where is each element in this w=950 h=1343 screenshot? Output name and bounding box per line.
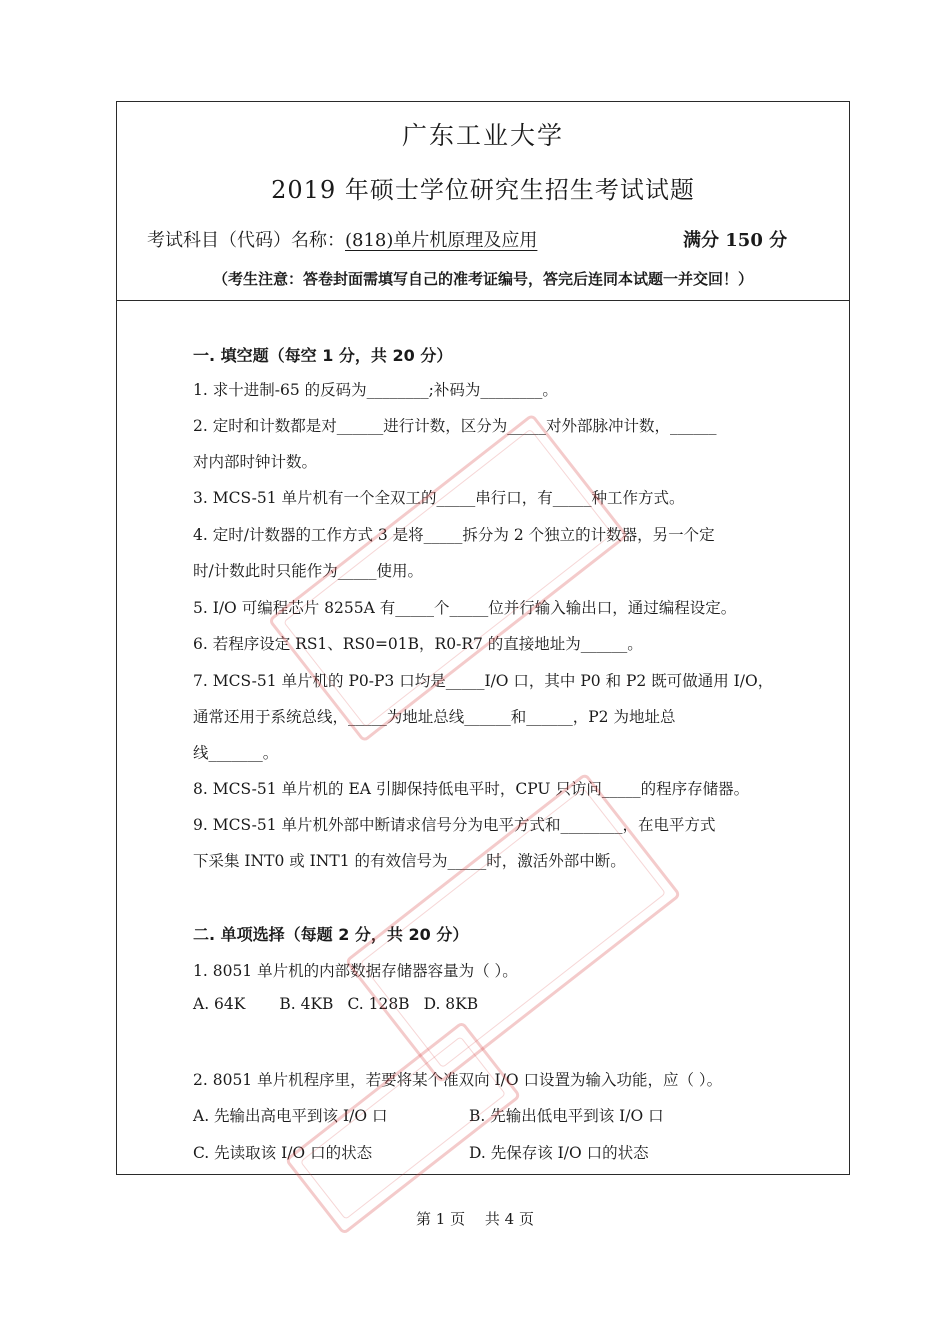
question-stem: 2. 8051 单片机程序里，若要将某个准双向 I/O 口设置为输入功能，应（ ）。 xyxy=(193,1071,723,1089)
question-line: 6. 若程序设定 RS1、RS0=01B，R0-R7 的直接地址为______。 xyxy=(193,635,643,653)
question-line: 9. MCS-51 单片机外部中断请求信号分为电平方式和________，在电平方式 xyxy=(193,816,716,834)
subject-row xyxy=(147,226,537,252)
question-line: 通常还用于系统总线，_____为地址总线______和______，P2 为地址总 xyxy=(193,708,676,726)
question-line: 下采集 INT0 或 INT1 的有效信号为_____时，激活外部中断。 xyxy=(193,852,626,870)
question-line: 3. MCS-51 单片机有一个全双工的_____串行口，有_____种工作方式。 xyxy=(193,489,685,507)
subject-name: (818)单片机原理及应用 xyxy=(345,230,538,251)
full-score: 满分 150 分 xyxy=(683,230,788,251)
page-number: 第 1 页 共 4 页 xyxy=(416,1210,534,1228)
question-line: 4. 定时/计数器的工作方式 3 是将_____拆分为 2 个独立的计数器，另一个定 xyxy=(193,526,715,544)
option-a: A. 先输出高电平到该 I/O 口 xyxy=(193,1107,388,1125)
option-c: C. 128B xyxy=(347,995,410,1013)
exam-title: 2019 年硕士学位研究生招生考试试题 xyxy=(271,176,695,204)
exam-frame xyxy=(116,101,850,1175)
question-line: 线_______。 xyxy=(193,744,279,762)
option-row xyxy=(193,995,478,1013)
option-d: D. 8KB xyxy=(423,995,479,1013)
question-line: 1. 求十进制-65 的反码为________;补码为________。 xyxy=(193,381,558,399)
option-d: D. 先保存该 I/O 口的状态 xyxy=(469,1144,649,1162)
section1-heading: 一. 填空题（每空 1 分，共 20 分） xyxy=(193,346,453,365)
question-line: 2. 定时和计数都是对______进行计数，区分为_____对外部脉冲计数，______ xyxy=(193,417,717,435)
subject-label: 考试科目（代码）名称： xyxy=(147,230,345,251)
question-line: 5. I/O 可编程芯片 8255A 有_____个_____位并行输入输出口，通过编程设定。 xyxy=(193,599,737,617)
question-stem: 1. 8051 单片机的内部数据存储器容量为（ ）。 xyxy=(193,962,518,980)
header-divider xyxy=(117,300,849,301)
option-a: A. 64K xyxy=(193,995,246,1013)
option-b: B. 4KB xyxy=(279,995,334,1013)
question-line: 8. MCS-51 单片机的 EA 引脚保持低电平时，CPU 只访问_____的程序存储器。 xyxy=(193,780,750,798)
question-line: 时/计数此时只能作为_____使用。 xyxy=(193,562,423,580)
question-line: 7. MCS-51 单片机的 P0-P3 口均是_____I/O 口，其中 P0 和 P2 既可做通用 I/O， xyxy=(193,672,774,690)
section2-heading: 二. 单项选择（每题 2 分，共 20 分） xyxy=(193,925,469,944)
option-c: C. 先读取该 I/O 口的状态 xyxy=(193,1144,373,1162)
university-name: 广东工业大学 xyxy=(401,121,564,150)
exam-notice: （考生注意：答卷封面需填写自己的准考证编号，答完后连同本试题一并交回！） xyxy=(212,270,753,288)
option-b: B. 先输出低电平到该 I/O 口 xyxy=(469,1107,664,1125)
question-line: 对内部时钟计数。 xyxy=(193,453,318,471)
